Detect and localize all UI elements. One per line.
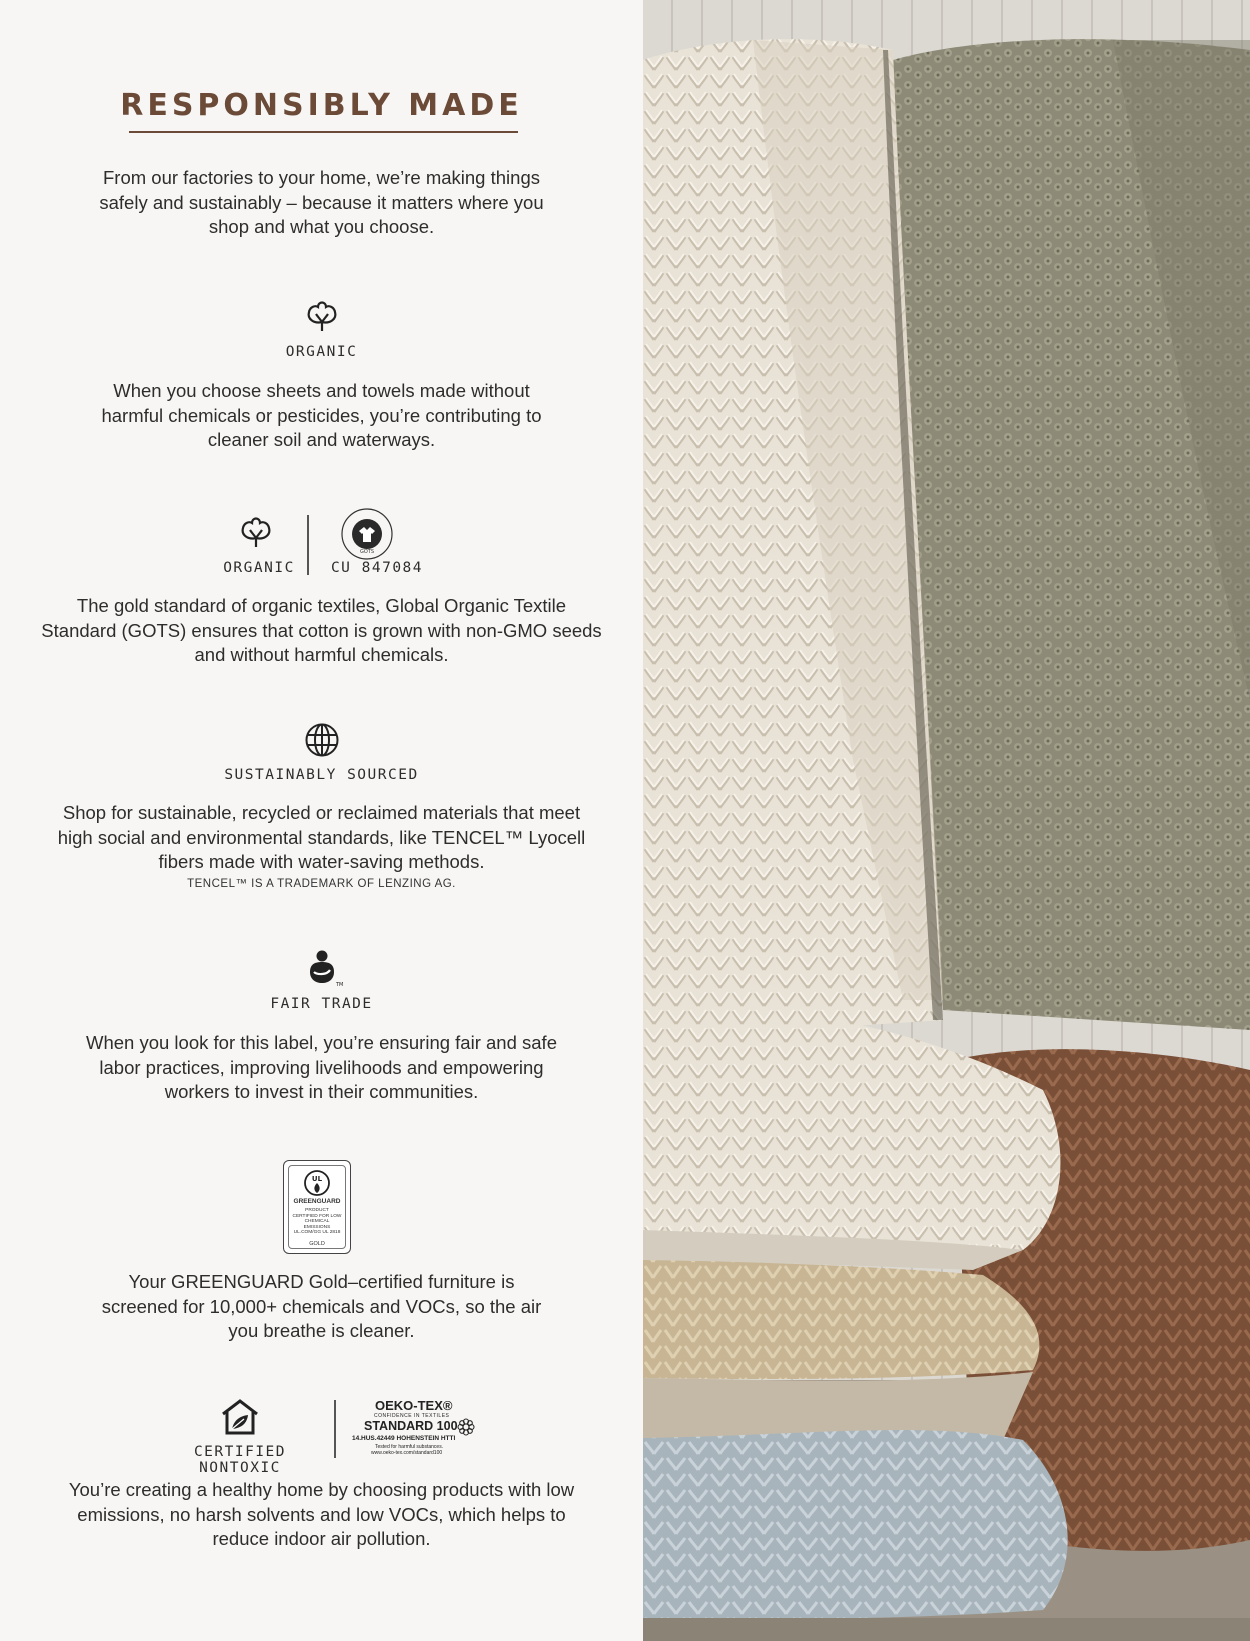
oeko-tex-id: 14.HUS.42449 HOHENSTEIN HTTI: [352, 1435, 456, 1442]
globe-icon: [304, 722, 340, 763]
greenguard-text: Your GREENGUARD Gold–certified furniture is screened for 10,000+ chemicals and VOCs, so the air you breathe is cleaner.: [101, 1271, 542, 1341]
sustainable-text: Shop for sustainable, recycled or reclaimed materials that meet high social and environmental standards, like TENCEL™ Lyocell fibers made with water-saving methods.: [57, 802, 586, 872]
gots-organic-label: ORGANIC: [223, 560, 295, 576]
oeko-tex-name: OEKO-TEX®: [375, 1398, 453, 1413]
tencel-note: TENCEL™ IS A TRADEMARK OF LENZING AG.: [187, 878, 456, 890]
gots-seal-mark: GOTS: [359, 549, 375, 555]
oeko-tex-label: [350, 1398, 490, 1460]
organic-label: ORGANIC: [285, 344, 358, 360]
organic-text: When you choose sheets and towels made without harmful chemicals or pesticides, you’re contributing to cleaner soil and waterways.: [101, 380, 542, 450]
knit-throws-photo: [643, 0, 1250, 1641]
fair-trade-text: When you look for this label, you’re ensuring fair and safe labor practices, improving livelihoods and empowering workers to invest in their communities.: [86, 1032, 557, 1102]
title-underline: [129, 131, 518, 133]
divider: [307, 515, 309, 575]
fair-trade-icon: [306, 948, 342, 993]
gots-text: The gold standard of organic textiles, Global Organic Textile Standard (GOTS) ensures that cotton is grown with non-GMO seeds and without harmful chemicals.: [41, 595, 602, 665]
divider: [334, 1400, 336, 1458]
svg-text:UL: UL: [311, 1175, 323, 1183]
cotton-icon: [302, 294, 342, 339]
nontoxic-home-icon: [220, 1398, 260, 1441]
svg-text:TM: TM: [336, 982, 344, 988]
oeko-tex-tagline: CONFIDENCE IN TEXTILES: [374, 1413, 450, 1419]
intro-text: From our factories to your home, we’re making things safely and sustainably – because it matters where you shop and what you choose.: [99, 167, 544, 237]
greenguard-cert-lines: PRODUCT CERTIFIED FOR LOW CHEMICAL EMISSIONS UL.COM/GG UL 2818: [292, 1208, 342, 1235]
nontoxic-label: CERTIFIED NONTOXIC: [193, 1444, 287, 1476]
sustainable-label: SUSTAINABLY SOURCED: [224, 767, 419, 783]
ul-logo-icon: [303, 1169, 331, 1197]
greenguard-level: GOLD: [309, 1241, 325, 1247]
cotton-icon: [236, 510, 276, 555]
oeko-tex-url: www.oeko-tex.com/standard100: [371, 1450, 443, 1456]
page-title: RESPONSIBLY MADE: [120, 88, 523, 123]
greenguard-badge: [283, 1160, 351, 1254]
oeko-tex-standard: STANDARD 100: [364, 1419, 458, 1433]
oeko-tex-flower-icon: [457, 1418, 475, 1436]
nontoxic-text: You’re creating a healthy home by choosing products with low emissions, no harsh solvents and low VOCs, which helps to reduce indoor air pollution.: [68, 1479, 575, 1549]
gots-certificate-label: CU 847084: [330, 560, 424, 576]
greenguard-name: GREENGUARD: [293, 1198, 341, 1205]
oeko-tex-tested: Tested for harmful substances.: [375, 1444, 444, 1450]
fair-trade-label: FAIR TRADE: [270, 996, 373, 1012]
gots-seal-icon: [340, 507, 394, 566]
